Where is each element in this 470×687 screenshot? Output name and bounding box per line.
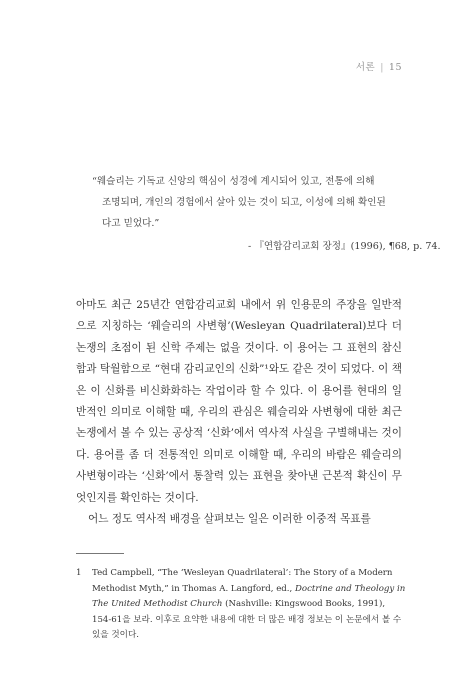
footnote-text-part: (Nashville: Kingswood Books, 1991), 154-61을 보라. 이후로 요약한 내용에 대한 더 많은 배경 정보는 이 논문에서 볼 수 있을 것이다.	[92, 599, 402, 640]
footnote-book-title: Doctrine and Theology in The United Methodist Church	[92, 583, 406, 609]
quote-source: - 『연합감리교회 장정』(1996), ¶68, p. 74.	[248, 241, 441, 252]
page-number: 15	[388, 62, 402, 73]
body-paragraph: 어느 정도 역사적 배경을 살펴보는 일은 이러한 이중적 목표를	[88, 513, 371, 526]
footnote-text	[92, 566, 406, 644]
quote-line: 다고 믿었다.”	[102, 218, 160, 229]
body-text	[76, 295, 402, 530]
footnote	[76, 566, 406, 644]
quote-line: “웨슬리는 기독교 신앙의 핵심이 성경에 계시되어 있고, 전통에 의해	[92, 176, 375, 187]
running-head-section: 서론	[355, 62, 376, 73]
footnote-text-part: Ted Campbell, “The ‘Wesleyan Quadrilateral’: The Story of a Modern Methodist Myth,” in Thomas A. Langford, ed.,	[92, 568, 393, 594]
body-paragraph: 아마도 최근 25년간 연합감리교회 내에서 위 인용문의 주장을 일반적으로 지칭하는 ‘웨슬리의 사변형’(Wesleyan Quadrilateral)보다 더 논쟁의 초점이 된 신학 주제는 없을 것이다. 이 용어는 그 표현의 참신함과 탁월함으로 “현대 감리교인의 신화”¹와도 같은 것이 되었다. 이 책은 이 신화를 비신화화하는 작업이라 할 수 있다. 이 용어를 현대의 일반적인 의미로 이해할 때, 우리의 관심은 웨슬리와 사변형에 대한 최근 논쟁에서 볼 수 있는 공상적 ‘신화’에서 역사적 사실을 구별해내는 것이다. 용어를 좀 더 전통적인 의미로 이해할 때, 우리의 바람은 웨슬리의 사변형이라는 ‘신화’에서 통찰력 있는 표현을 찾아낸 근본적 확신이 무엇인지를 확인하는 것이다.	[76, 299, 402, 504]
footnote-divider	[76, 553, 124, 554]
running-head-divider: |	[380, 62, 384, 73]
running-head	[356, 59, 402, 73]
footnote-number: 1	[76, 568, 82, 578]
quote-line: 조명되며, 개인의 경험에서 살아 있는 것이 되고, 이성에 의해 확인된	[102, 197, 386, 208]
epigraph-quote	[92, 171, 392, 234]
